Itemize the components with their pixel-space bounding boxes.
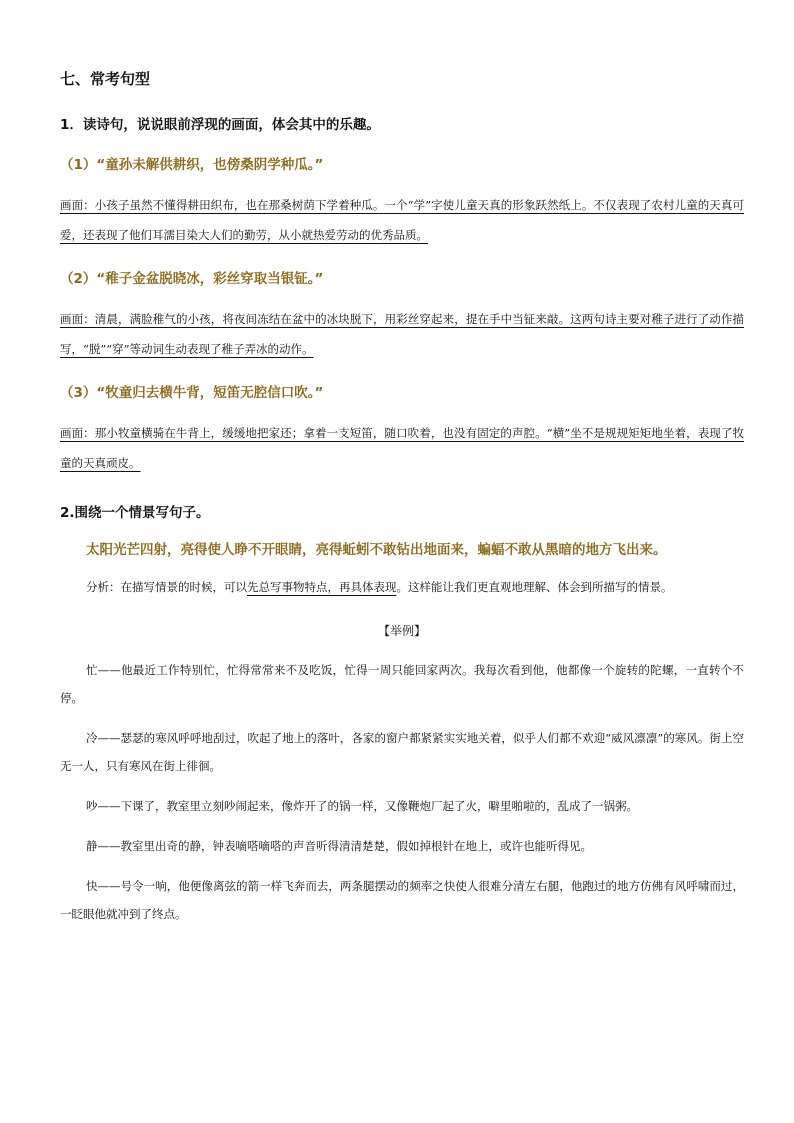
poem-line-3: （3）“牧童归去横牛背，短笛无腔信口吹。” [60, 385, 324, 401]
analysis-post: 。这样能让我们更直观地理解、体会到所描写的情景。 [396, 580, 673, 594]
example-fast: 快——号令一响，他便像离弦的箭一样飞奔而去，两条腿摆动的频率之快使人很难分清左右腿，他跑过的地方仿佛有风呼啸而过，一眨眼他就冲到了终点。 [60, 879, 744, 921]
example-quiet: 静——教室里出奇的静，钟表嘀嗒嘀嗒的声音听得清清楚楚，假如掉根针在地上，或许也能听得见。 [86, 839, 592, 853]
answer-text: 画面：小孩子虽然不懂得耕田织布，也在那桑树荫下学着种瓜。一个“学”字使儿童天真的形象跃然纸上。不仅表现了农村儿童的天真可爱，还表现了他们耳濡目染大人们的勤劳，从小就热爱劳动的优秀品质。 [60, 198, 744, 242]
poem-answer-2 [60, 304, 744, 364]
analysis-pre: 分析：在描写情景的时候，可以 [86, 580, 247, 594]
example-noisy: 吵——下课了，教室里立刻吵闹起来，像炸开了的锅一样，又像鞭炮厂起了火，噼里啪啦的，乱成了一锅粥。 [86, 799, 638, 813]
example-busy: 忙——他最近工作特别忙，忙得常常来不及吃饭，忙得一周只能回家两次。我每次看到他，他都像一个旋转的陀螺，一直转个不停。 [60, 663, 744, 705]
poem-answer-3 [60, 418, 744, 478]
answer-text: 画面：清晨，满脸稚气的小孩，将夜间冻结在盆中的冰块脱下，用彩丝穿起来，提在手中当钲来敲。这两句诗主要对稚子进行了动作描写，“脱”“穿”等动词生动表现了稚子弄冰的动作。 [60, 312, 744, 356]
question-2-title: 2.围绕一个情景写句子。 [60, 505, 210, 521]
poem-line-1: （1）“童孙未解供耕织，也傍桑阴学种瓜。” [60, 157, 324, 173]
answer-text: 画面：那小牧童横骑在牛背上，缓缓地把家还；拿着一支短笛，随口吹着，也没有固定的声腔。“横”坐不是规规矩矩地坐着，表现了牧童的天真顽皮。 [60, 426, 744, 470]
example-cold: 冷——瑟瑟的寒风呼呼地刮过，吹起了地上的落叶，各家的窗户都紧紧实实地关着，似乎人们都不欢迎“威风凛凛”的寒风。街上空无一人，只有寒风在街上徘徊。 [60, 731, 744, 773]
model-sentence: 太阳光芒四射，亮得使人睁不开眼睛，亮得蚯蚓不敢钻出地面来，蝙蝠不敢从黑暗的地方飞出来。 [86, 542, 667, 558]
poem-answer-1 [60, 190, 744, 250]
example-heading: 【举例】 [377, 624, 426, 638]
poem-line-2: （2）“稚子金盆脱晓冰，彩丝穿取当银钲。” [60, 271, 324, 287]
section-title: 七、常考句型 [60, 70, 151, 88]
analysis-underlined: 先总写事物特点，再具体表现 [247, 580, 397, 594]
question-1-title: 1．读诗句，说说眼前浮现的画面，体会其中的乐趣。 [60, 117, 380, 133]
analysis-paragraph [60, 572, 744, 602]
